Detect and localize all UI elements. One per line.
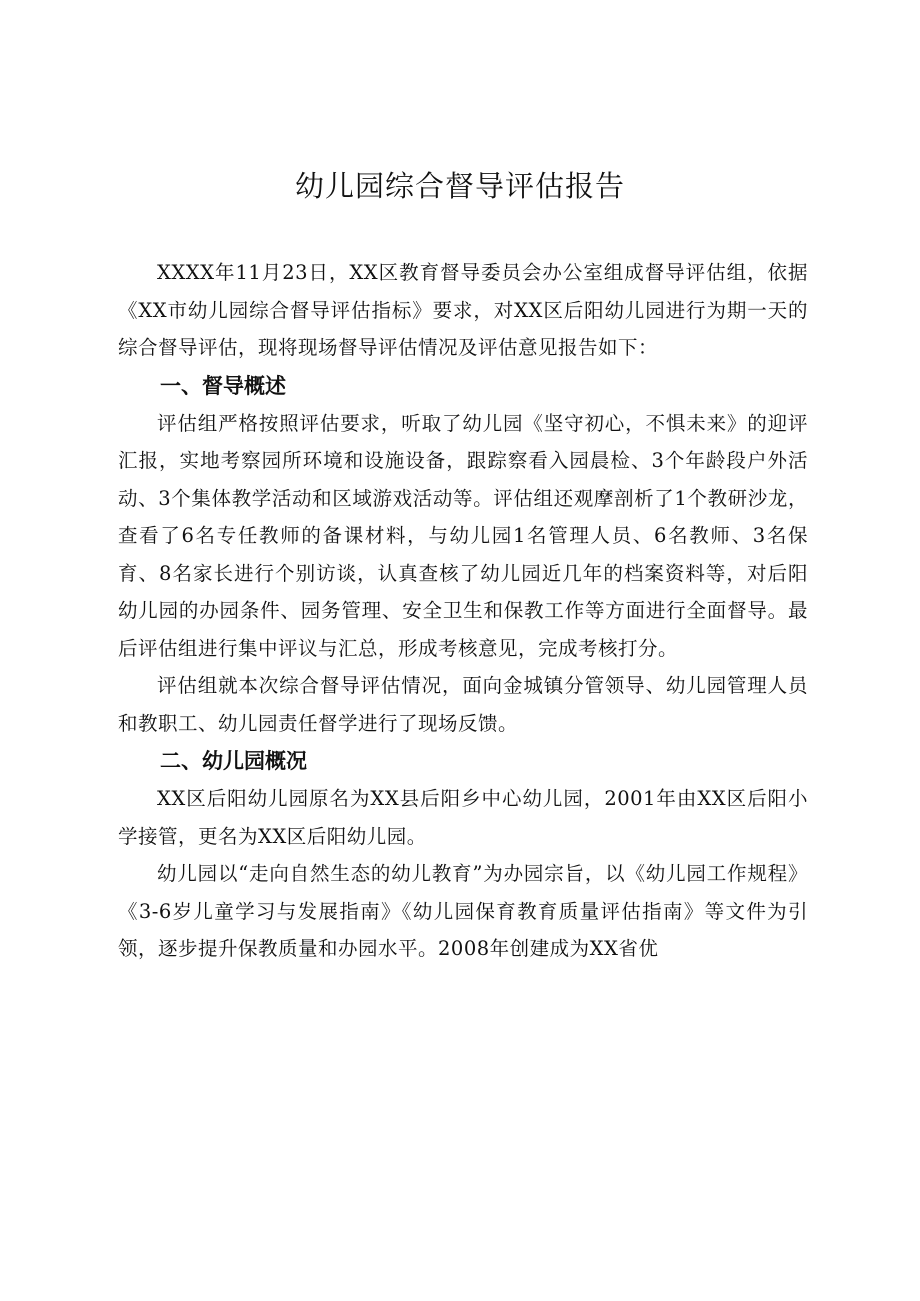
document-title: 幼儿园综合督导评估报告 xyxy=(294,169,625,203)
overview-paragraph-1: 评估组严格按照评估要求，听取了幼儿园《坚守初心，不惧未来》的迎评汇报，实地考察园所环境和设施设备，跟踪察看入园晨检、3个年龄段户外活动、3个集体教学活动和区域游戏活动等。评估组还观摩剖析了1个教研沙龙，查看了6名专任教师的备课材料，与幼儿园1名管理人员、6名教师、3名保育、8名家长进行个别访谈，认真查核了幼儿园近几年的档案资料等，对后阳幼儿园的办园条件、园务管理、安全卫生和保教工作等方面进行全面督导。最后评估组进行集中评议与汇总，形成考核意见，完成考核打分。 xyxy=(118,411,808,660)
overview-paragraph-2: 评估组就本次综合督导评估情况，面向金城镇分管领导、幼儿园管理人员和教职工、幼儿园责任督学进行了现场反馈。 xyxy=(118,674,808,735)
profile-paragraph-1: XX区后阳幼儿园原名为XX县后阳乡中心幼儿园，2001年由XX区后阳小学接管，更名为XX区后阳幼儿园。 xyxy=(118,787,808,848)
intro-paragraph: XXXX年11月23日，XX区教育督导委员会办公室组成督导评估组，依据《XX市幼儿园综合督导评估指标》要求，对XX区后阳幼儿园进行为期一天的综合督导评估，现将现场督导评估情况及评估意见报告如下： xyxy=(118,261,808,359)
document-body xyxy=(118,254,808,968)
profile-paragraph-2: 幼儿园以“走向自然生态的幼儿教育”为办园宗旨，以《幼儿园工作规程》《3-6岁儿童学习与发展指南》《幼儿园保育教育质量评估指南》等文件为引领，逐步提升保教质量和办园水平。2008年创建成为XX省优 xyxy=(118,862,808,960)
section-heading-overview: 一、督导概述 xyxy=(160,373,286,398)
section-heading-kindergarten-profile: 二、幼儿园概况 xyxy=(160,749,307,773)
